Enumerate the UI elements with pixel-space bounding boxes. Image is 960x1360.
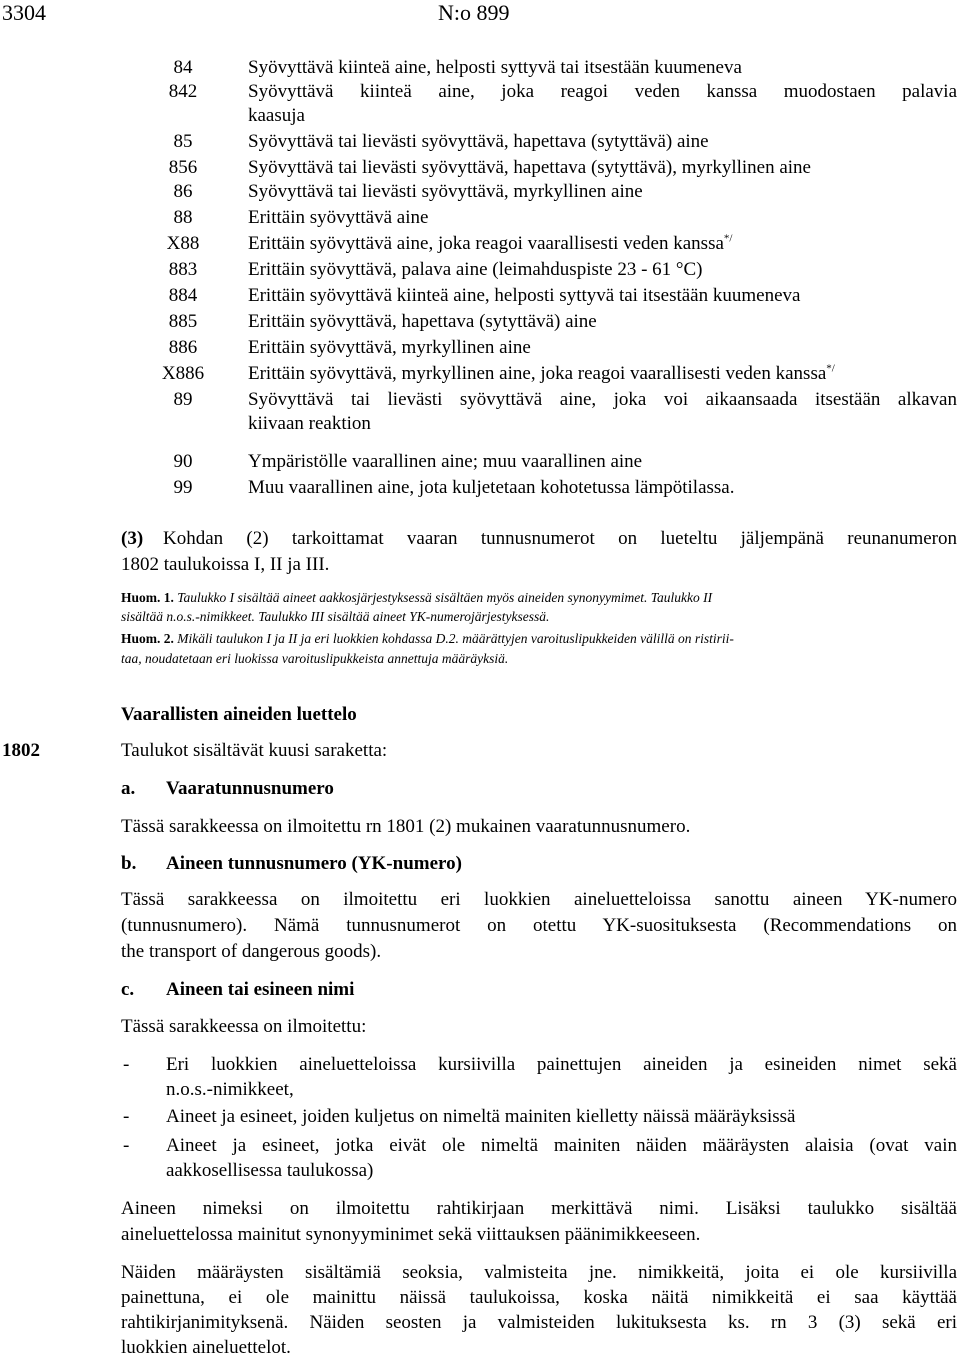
item-a-text: Tässä sarakkeessa on ilmoitettu rn 1801 (2) mukainen vaaratunnusnumero.: [121, 816, 691, 837]
item-a-label: a.: [121, 778, 136, 799]
hazard-description: [248, 104, 305, 128]
para2-line3: rahtikirjanimityksenä. Näiden seosten ja valmisteiden lukituksesta ks. rn 3 (3) sekä eri: [121, 1312, 957, 1333]
hazard-description: [248, 56, 742, 80]
section-intro: Taulukot sisältävät kuusi saraketta:: [121, 740, 388, 761]
hazard-description-text: Syövyttävä kiinteä aine, joka reagoi veden kanssa muodostaen palavia: [248, 81, 957, 102]
hazard-description: [248, 336, 531, 360]
hazard-code: 89: [173, 389, 193, 410]
bullet-1-line2: n.o.s.-nimikkeet,: [166, 1079, 294, 1100]
hazard-description-text: Erittäin syövyttävä, hapettava (sytyttävä) aine: [248, 311, 597, 332]
hazard-description: [248, 206, 428, 230]
item-c-text: Tässä sarakkeessa on ilmoitettu:: [121, 1016, 367, 1037]
note1-line2: sisältää n.o.s.-nimikkeet. Taulukko III sisältää aineet YK-numerojärjestyksessä.: [121, 609, 550, 624]
bullet-dash: -: [123, 1054, 130, 1075]
para3-marker: (3): [121, 528, 144, 549]
hazard-description-text: Syövyttävä tai lievästi syövyttävä, hapettava (sytyttävä), myrkyllinen aine: [248, 157, 811, 178]
footnote-marker: */: [826, 362, 835, 375]
hazard-description-text: Erittäin syövyttävä, myrkyllinen aine, joka reagoi vaarallisesti veden kanssa: [248, 363, 827, 384]
hazard-description-text: Erittäin syövyttävä, myrkyllinen aine: [248, 337, 531, 358]
hazard-description-text: Erittäin syövyttävä, palava aine (leimahduspiste 23 - 61 °C): [248, 259, 703, 280]
item-c-title: Aineen tai esineen nimi: [166, 979, 355, 1000]
item-b-line3: the transport of dangerous goods).: [121, 941, 382, 962]
code-row: [0, 310, 960, 334]
code-row: [0, 284, 960, 308]
item-b-title: Aineen tunnusnumero (YK-numero): [166, 853, 462, 874]
code-row: [0, 156, 960, 180]
hazard-description: [248, 450, 642, 474]
hazard-description: [248, 284, 800, 308]
item-b-label: b.: [121, 853, 137, 874]
hazard-description: [248, 232, 732, 256]
hazard-description: [248, 388, 957, 412]
code-row: [0, 206, 960, 230]
section-title: Vaarallisten aineiden luettelo: [121, 704, 357, 725]
para1-line2: aineluettelossa mainitut synonyyminimet sekä viittauksen päänimikkeeseen.: [121, 1224, 701, 1245]
hazard-description: [248, 156, 811, 180]
hazard-description: [248, 362, 835, 386]
note2-label: Huom. 2.: [121, 631, 174, 646]
note2-text: Mikäli taulukon I ja II ja eri luokkien kohdassa D.2. määrättyjen varoituslipukkeiden välillä on ristirii-: [177, 631, 734, 646]
page-number: 3304: [2, 0, 46, 25]
hazard-description: [248, 80, 957, 104]
hazard-description-text: Syövyttävä tai lievästi syövyttävä aine, joka voi aikaansaada itsestään alkavan: [248, 389, 957, 410]
note1-line1: [121, 588, 957, 607]
hazard-description-text: Syövyttävä tai lievästi syövyttävä, myrkyllinen aine: [248, 181, 643, 202]
hazard-code: 99: [173, 477, 193, 498]
hazard-description: [248, 310, 597, 334]
hazard-code: 842: [168, 81, 198, 102]
code-row: [0, 362, 960, 386]
hazard-description-text: Syövyttävä kiinteä aine, helposti syttyvä tai itsestään kuumeneva: [248, 57, 742, 78]
code-row: [0, 104, 960, 128]
code-row: [0, 130, 960, 154]
bullet-2-line1: Aineet ja esineet, joiden kuljetus on nimeltä mainiten kielletty näissä määräyksissä: [166, 1106, 796, 1127]
hazard-code: 86: [173, 181, 193, 202]
para1-line1: Aineen nimeksi on ilmoitettu rahtikirjaan merkittävä nimi. Lisäksi taulukko sisältää: [121, 1198, 957, 1219]
hazard-code: 856: [168, 157, 198, 178]
hazard-description: [248, 258, 703, 282]
hazard-description-text: Ympäristölle vaarallinen aine; muu vaarallinen aine: [248, 451, 643, 472]
hazard-code: 85: [173, 131, 193, 152]
bullet-1-line1: Eri luokkien aineluetteloissa kursiivilla painettujen aineiden ja esineiden nimet sekä: [166, 1054, 957, 1075]
note1-label: Huom. 1.: [121, 590, 174, 605]
hazard-description-text: kaasuja: [248, 105, 305, 126]
code-row: [0, 80, 960, 104]
hazard-code: 883: [168, 259, 198, 280]
item-a-title: Vaaratunnusnumero: [166, 778, 334, 799]
note1-text: Taulukko I sisältää aineet aakkosjärjestyksessä sisältäen myös aineiden synonyymimet. Taulukko II: [177, 590, 713, 605]
hazard-description: [248, 476, 734, 500]
hazard-description: [248, 412, 371, 436]
para2-line2: painettuna, ei ole mainittu näissä taulukoissa, koska näitä nimikkeitä ei saa käyttää: [121, 1287, 957, 1308]
code-row: [0, 412, 960, 436]
code-row: [0, 450, 960, 474]
note2-line1: [121, 629, 957, 648]
hazard-code: X88: [166, 233, 200, 254]
hazard-code: 885: [168, 311, 198, 332]
hazard-description-text: Erittäin syövyttävä aine, joka reagoi vaarallisesti veden kanssa: [248, 233, 724, 254]
hazard-description: [248, 180, 643, 204]
para3-line2: 1802 taulukoissa I, II ja III.: [121, 554, 330, 575]
code-row: [0, 56, 960, 80]
hazard-code: 90: [173, 451, 193, 472]
code-row: [0, 476, 960, 500]
hazard-code: X886: [161, 363, 205, 384]
para3-line1: Kohdan (2) tarkoittamat vaaran tunnusnumerot on lueteltu jäljempänä reunanumeron: [163, 528, 957, 549]
para2-line1: Näiden määräysten sisältämiä seoksia, valmisteita jne. nimikkeitä, joita ei ole kursiivilla: [121, 1262, 957, 1283]
issue-number: N:o 899: [438, 0, 510, 25]
code-row: [0, 336, 960, 360]
hazard-description: [248, 130, 709, 154]
margin-number: 1802: [2, 740, 40, 761]
hazard-description-text: Syövyttävä tai lievästi syövyttävä, hapettava (sytyttävä) aine: [248, 131, 709, 152]
bullet-dash: -: [123, 1135, 130, 1156]
hazard-description-text: kiivaan reaktion: [248, 413, 371, 434]
hazard-code: 88: [173, 207, 193, 228]
code-row: [0, 388, 960, 412]
hazard-description-text: Erittäin syövyttävä aine: [248, 207, 429, 228]
item-b-line1: Tässä sarakkeessa on ilmoitettu eri luokkien aineluetteloissa sanottu aineen YK-numero: [121, 889, 957, 910]
hazard-description-text: Erittäin syövyttävä kiinteä aine, helposti syttyvä tai itsestään kuumeneva: [248, 285, 801, 306]
hazard-code: 84: [173, 57, 193, 78]
item-c-label: c.: [121, 979, 135, 1000]
item-b-line2: (tunnusnumero). Nämä tunnusnumerot on otettu YK-suosituksesta (Recommendations on: [121, 915, 957, 936]
hazard-description-text: Muu vaarallinen aine, jota kuljetetaan kohotetussa lämpötilassa.: [248, 477, 735, 498]
hazard-code: 884: [168, 285, 198, 306]
footnote-marker: */: [723, 232, 733, 245]
hazard-code: 886: [168, 337, 198, 358]
para2-line4: luokkien aineluettelot.: [121, 1337, 291, 1358]
bullet-3-line2: aakkosellisessa taulukossa): [166, 1160, 374, 1181]
code-row: [0, 258, 960, 282]
bullet-dash: -: [123, 1106, 130, 1127]
bullet-3-line1: Aineet ja esineet, jotka eivät ole nimeltä mainiten näiden määräysten alaisia (ovat vain: [166, 1135, 957, 1156]
note2-line2: taa, noudatetaan eri luokissa varoituslipukkeista annettuja määräyksiä.: [121, 651, 509, 666]
code-row: [0, 180, 960, 204]
code-row: [0, 232, 960, 256]
